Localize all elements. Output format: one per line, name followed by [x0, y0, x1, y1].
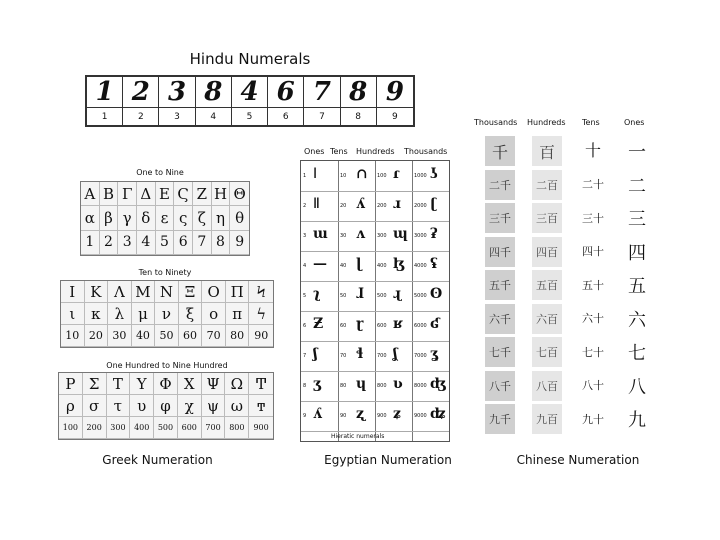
greek-lower-cell: β [100, 206, 119, 230]
egyptian-numeration-label: Egyptian Numeration [324, 453, 452, 467]
hindu-glyph: 1 [87, 77, 123, 108]
greek-nums-cell: 6 [174, 231, 193, 255]
hindu-glyph: 8 [196, 77, 232, 108]
egyptian-value: 5 [303, 293, 307, 299]
chinese-header-thousands: Thousands [474, 118, 518, 127]
egyptian-hieratic-glyph: ɰ [393, 226, 408, 242]
chinese-thousands-numeral: 三千 [485, 203, 515, 233]
greek-upper-cell: Π [226, 281, 250, 303]
egyptian-value: 400 [377, 263, 387, 269]
hindu-digit-label: 5 [232, 108, 268, 126]
chinese-ones-numeral: 四 [628, 242, 646, 264]
egyptian-hieratic-glyph: ʃ [313, 346, 318, 362]
hindu-digit-label: 7 [304, 108, 340, 126]
greek-upper-cell: Τ [107, 373, 131, 395]
egyptian-hieratic-glyph: ʛ [430, 316, 440, 332]
hindu-digit-label: 4 [196, 108, 232, 126]
egyptian-hieratic-glyph: ʖ [430, 166, 438, 182]
egyptian-hieratic-glyph: ʥ [430, 406, 446, 422]
greek-caption-tens: Ten to Ninety [138, 268, 192, 277]
greek-lower-cell: μ [132, 303, 156, 325]
greek-upper-cell: Λ [108, 281, 132, 303]
chinese-numeration-label: Chinese Numeration [516, 453, 640, 467]
egyptian-value: 10 [340, 173, 347, 179]
chinese-thousands-numeral: 千 [485, 136, 515, 166]
egyptian-row [301, 251, 449, 282]
egyptian-value: 70 [340, 353, 347, 359]
egyptian-row [301, 341, 449, 372]
chinese-hundreds-numeral: 五百 [532, 270, 562, 300]
chinese-tens-numeral: 四十 [582, 245, 604, 258]
egyptian-hieratic-glyph: ʘ [430, 286, 443, 302]
greek-nums-cell: 90 [249, 325, 273, 347]
hindu-glyph: 7 [304, 77, 340, 108]
greek-upper-cell: Ϛ [174, 182, 193, 206]
greek-nums-cell: 20 [85, 325, 109, 347]
egyptian-value: 700 [377, 353, 387, 359]
greek-lower-cell: φ [154, 395, 178, 417]
greek-table-ones [80, 181, 250, 256]
egyptian-hieratic-glyph: Ƶ [313, 316, 324, 332]
egyptian-value: 6 [303, 323, 307, 329]
greek-lower-cell: λ [108, 303, 132, 325]
greek-nums-cell: 50 [155, 325, 179, 347]
greek-nums-cell: 500 [154, 417, 178, 439]
egyptian-hieratic-glyph: ɹ [393, 196, 401, 212]
egyptian-value: 1000 [414, 173, 427, 179]
chinese-tens-numeral: 九十 [582, 412, 604, 426]
egyptian-hieratic-glyph: ʑ [393, 406, 401, 422]
egyptian-header-thousands: Thousands [404, 147, 448, 156]
chinese-thousands-numeral: 七千 [485, 337, 515, 367]
greek-numeration-label: Greek Numeration [102, 453, 213, 467]
chinese-thousands-numeral: 八千 [485, 371, 515, 401]
chinese-tens-numeral: 五十 [582, 278, 604, 292]
greek-lower-cell: τ [107, 395, 131, 417]
egyptian-hieratic-glyph: ɬ [356, 346, 364, 362]
hindu-digit-label: 9 [392, 112, 398, 122]
greek-upper-cell: Σ [83, 373, 107, 395]
egyptian-header-tens: Tens [330, 147, 348, 156]
greek-lower-cell: κ [85, 303, 109, 325]
chinese-ones-numeral: 一 [628, 142, 646, 163]
chinese-ones-numeral: 五 [628, 276, 646, 297]
greek-lower-cell: ε [156, 206, 175, 230]
egyptian-header-hundreds: Hundreds [356, 147, 395, 156]
egyptian-value: 3000 [414, 233, 427, 239]
greek-upper-cell: Η [212, 182, 231, 206]
greek-nums-cell: 400 [130, 417, 154, 439]
greek-upper-cell: Χ [178, 373, 202, 395]
chinese-hundreds-numeral: 九百 [532, 404, 562, 434]
greek-upper-cell: Κ [85, 281, 109, 303]
chinese-ones-numeral: 三 [628, 209, 646, 230]
greek-nums-cell: 300 [107, 417, 131, 439]
egyptian-row [301, 281, 449, 312]
greek-upper-cell: Ρ [59, 373, 83, 395]
chinese-ones-numeral: 九 [628, 410, 646, 431]
egyptian-hieratic-glyph: — [313, 256, 327, 272]
chinese-ones-numeral: 二 [628, 175, 646, 197]
greek-nums-cell: 700 [202, 417, 226, 439]
greek-upper-cell: Ε [156, 182, 175, 206]
egyptian-hieratic-glyph: ɥ [356, 376, 367, 392]
greek-upper-cell: Ο [202, 281, 226, 303]
greek-nums-cell: 9 [230, 231, 249, 255]
egyptian-hieratic-glyph: ɾ [393, 166, 400, 182]
greek-nums-cell: 60 [179, 325, 203, 347]
egyptian-hieratic-glyph: ɺ [356, 286, 364, 302]
egyptian-row [301, 161, 449, 192]
greek-table-tens [60, 280, 274, 348]
egyptian-value: 800 [377, 383, 387, 389]
chinese-thousands-numeral: 四千 [485, 237, 515, 267]
egyptian-hieratic-glyph: ʅ [313, 286, 321, 302]
greek-caption-hundreds: One Hundred to Nine Hundred [106, 361, 228, 370]
greek-upper-cell: Γ [118, 182, 137, 206]
egyptian-hieratic-glyph: ʆ [393, 346, 398, 362]
egyptian-row [301, 221, 449, 252]
chinese-header-ones: Ones [624, 118, 645, 127]
greek-lower-cell: χ [178, 395, 202, 417]
egyptian-hieratic-glyph: ʁ [393, 316, 403, 332]
greek-nums-cell: 900 [249, 417, 273, 439]
chinese-tens-numeral: 八十 [582, 379, 604, 392]
hindu-numeral-table [85, 75, 415, 127]
egyptian-value: 9 [303, 413, 307, 419]
greek-lower-cell: θ [230, 206, 249, 230]
chinese-hundreds-numeral: 四百 [532, 237, 562, 267]
hindu-title: Hindu Numerals [189, 50, 311, 68]
egyptian-row [301, 401, 449, 432]
greek-nums-cell: 600 [178, 417, 202, 439]
egyptian-value: 8 [303, 383, 307, 389]
egyptian-value: 80 [340, 383, 347, 389]
greek-lower-cell: α [81, 206, 100, 230]
egyptian-value: 1 [303, 173, 307, 179]
hindu-glyph: 8 [341, 77, 377, 108]
egyptian-hieratic-glyph: ʒ [313, 376, 321, 392]
chinese-ones-numeral: 八 [628, 376, 646, 398]
egyptian-hieratic-glyph: ɮ [393, 256, 405, 272]
greek-lower-cell: ρ [59, 395, 83, 417]
greek-upper-cell: Ψ [202, 373, 226, 395]
egyptian-value: 2 [303, 203, 307, 209]
greek-lower-cell: ξ [179, 303, 203, 325]
egyptian-value: 90 [340, 413, 347, 419]
egyptian-hieratic-glyph: ʢ [430, 256, 438, 272]
egyptian-value: 9000 [414, 413, 427, 419]
egyptian-header-ones: Ones [304, 147, 325, 156]
egyptian-row [301, 311, 449, 342]
greek-upper-cell: Ͳ [249, 373, 273, 395]
hindu-digit-label: 8 [341, 108, 377, 126]
greek-lower-cell: γ [118, 206, 137, 230]
greek-lower-cell: ι [61, 303, 85, 325]
egyptian-value: 200 [377, 203, 387, 209]
greek-lower-cell: δ [137, 206, 156, 230]
chinese-hundreds-numeral: 三百 [532, 203, 562, 233]
greek-lower-cell: ς [174, 206, 193, 230]
chinese-numeral-table [470, 128, 660, 440]
hindu-glyph: 2 [123, 77, 159, 108]
egyptian-hieratic-glyph: ǁ [313, 196, 320, 212]
greek-lower-cell: ζ [193, 206, 212, 230]
hindu-glyph: 9 [377, 77, 413, 108]
egyptian-hieratic-table [300, 160, 450, 442]
egyptian-value: 30 [340, 233, 347, 239]
egyptian-hieratic-glyph: ʤ [430, 376, 447, 392]
chinese-tens-numeral: 三十 [582, 211, 604, 225]
greek-table-hundreds [58, 372, 274, 440]
hindu-glyph: 3 [159, 77, 195, 108]
egyptian-value: 600 [377, 323, 387, 329]
greek-upper-cell: Ξ [179, 281, 203, 303]
egyptian-hieratic-glyph: ∩ [356, 166, 368, 182]
egyptian-value: 8000 [414, 383, 427, 389]
egyptian-value: 100 [377, 173, 387, 179]
chinese-header-hundreds: Hundreds [527, 118, 566, 127]
greek-lower-cell: ν [155, 303, 179, 325]
egyptian-hieratic-glyph: ʌ [356, 226, 365, 242]
chinese-header-tens: Tens [582, 118, 600, 127]
egyptian-value: 4 [303, 263, 307, 269]
chinese-hundreds-numeral: 二百 [532, 170, 562, 200]
hindu-digit-label: 1 [87, 108, 123, 126]
chinese-tens-numeral: 七十 [582, 345, 604, 359]
greek-nums-cell: 2 [100, 231, 119, 255]
egyptian-hieratic-glyph: ʎ [313, 406, 322, 422]
hindu-digit-label: 2 [123, 108, 159, 126]
chinese-tens-numeral: 六十 [582, 312, 604, 325]
greek-nums-cell: 4 [137, 231, 156, 255]
egyptian-value: 6000 [414, 323, 427, 329]
egyptian-value: 50 [340, 293, 347, 299]
egyptian-value: 7 [303, 353, 307, 359]
greek-lower-cell: ο [202, 303, 226, 325]
chinese-thousands-numeral: 九千 [485, 404, 515, 434]
greek-nums-cell: 80 [226, 325, 250, 347]
chinese-thousands-numeral: 二千 [485, 170, 515, 200]
greek-nums-cell: 100 [59, 417, 83, 439]
greek-upper-cell: Μ [132, 281, 156, 303]
chinese-hundreds-numeral: 百 [532, 136, 562, 166]
egyptian-footer: Hieratic numerals [331, 433, 385, 440]
greek-caption-ones: One to Nine [136, 168, 184, 177]
greek-lower-cell: ω [225, 395, 249, 417]
greek-nums-cell: 8 [212, 231, 231, 255]
egyptian-value: 4000 [414, 263, 427, 269]
egyptian-hieratic-glyph: ɻ [393, 286, 401, 302]
greek-upper-cell: Ι [61, 281, 85, 303]
egyptian-value: 3 [303, 233, 307, 239]
egyptian-hieratic-glyph: ʐ [356, 406, 364, 422]
hindu-digit-label: 3 [159, 108, 195, 126]
egyptian-hieratic-glyph: ɯ [313, 226, 328, 242]
greek-nums-cell: 800 [225, 417, 249, 439]
chinese-ones-numeral: 七 [628, 343, 646, 364]
greek-nums-cell: 70 [202, 325, 226, 347]
greek-nums-cell: 40 [132, 325, 156, 347]
egyptian-hieratic-glyph: ʡ [430, 226, 438, 242]
greek-upper-cell: Β [100, 182, 119, 206]
greek-nums-cell: 7 [193, 231, 212, 255]
egyptian-value: 900 [377, 413, 387, 419]
egyptian-value: 2000 [414, 203, 427, 209]
greek-upper-cell: Θ [230, 182, 249, 206]
greek-lower-cell: ͳ [249, 395, 273, 417]
greek-lower-cell: υ [130, 395, 154, 417]
egyptian-hieratic-glyph: ʋ [393, 376, 403, 392]
egyptian-value: 300 [377, 233, 387, 239]
chinese-thousands-numeral: 六千 [485, 304, 515, 334]
egyptian-row [301, 191, 449, 222]
greek-upper-cell: Ω [225, 373, 249, 395]
greek-nums-cell: 200 [83, 417, 107, 439]
egyptian-row [301, 371, 449, 402]
egyptian-hieratic-glyph: ɭ [356, 256, 362, 272]
chinese-tens-numeral: 十 [584, 141, 601, 160]
egyptian-hieratic-glyph: ʗ [430, 196, 438, 212]
greek-lower-cell: ϟ [249, 303, 273, 325]
hindu-glyph: 4 [232, 77, 268, 108]
chinese-tens-numeral: 二十 [582, 178, 604, 191]
greek-upper-cell: Φ [154, 373, 178, 395]
greek-lower-cell: σ [83, 395, 107, 417]
greek-upper-cell: Α [81, 182, 100, 206]
greek-lower-cell: ψ [202, 395, 226, 417]
greek-upper-cell: Ζ [193, 182, 212, 206]
chinese-hundreds-numeral: 六百 [532, 304, 562, 334]
chinese-ones-numeral: 六 [628, 309, 646, 331]
greek-nums-cell: 3 [118, 231, 137, 255]
egyptian-hieratic-glyph: ʓ [430, 346, 438, 362]
greek-upper-cell: Δ [137, 182, 156, 206]
egyptian-value: 60 [340, 323, 347, 329]
greek-upper-cell: Ν [155, 281, 179, 303]
greek-upper-cell: Υ [130, 373, 154, 395]
greek-lower-cell: η [212, 206, 231, 230]
chinese-hundreds-numeral: 七百 [532, 337, 562, 367]
greek-nums-cell: 1 [81, 231, 100, 255]
greek-upper-cell: Ϟ [249, 281, 273, 303]
hindu-glyph: 6 [268, 77, 304, 108]
greek-lower-cell: π [226, 303, 250, 325]
egyptian-value: 500 [377, 293, 387, 299]
greek-nums-cell: 10 [61, 325, 85, 347]
egyptian-value: 5000 [414, 293, 427, 299]
egyptian-hieratic-glyph: ɽ [356, 316, 364, 332]
egyptian-value: 40 [340, 263, 347, 269]
egyptian-hieratic-glyph: ʎ [356, 196, 365, 212]
chinese-thousands-numeral: 五千 [485, 270, 515, 300]
egyptian-value: 7000 [414, 353, 427, 359]
greek-nums-cell: 30 [108, 325, 132, 347]
egyptian-hieratic-glyph: ǀ [313, 166, 318, 182]
greek-nums-cell: 5 [156, 231, 175, 255]
chinese-hundreds-numeral: 八百 [532, 371, 562, 401]
egyptian-value: 20 [340, 203, 347, 209]
hindu-digit-label: 6 [268, 108, 304, 126]
